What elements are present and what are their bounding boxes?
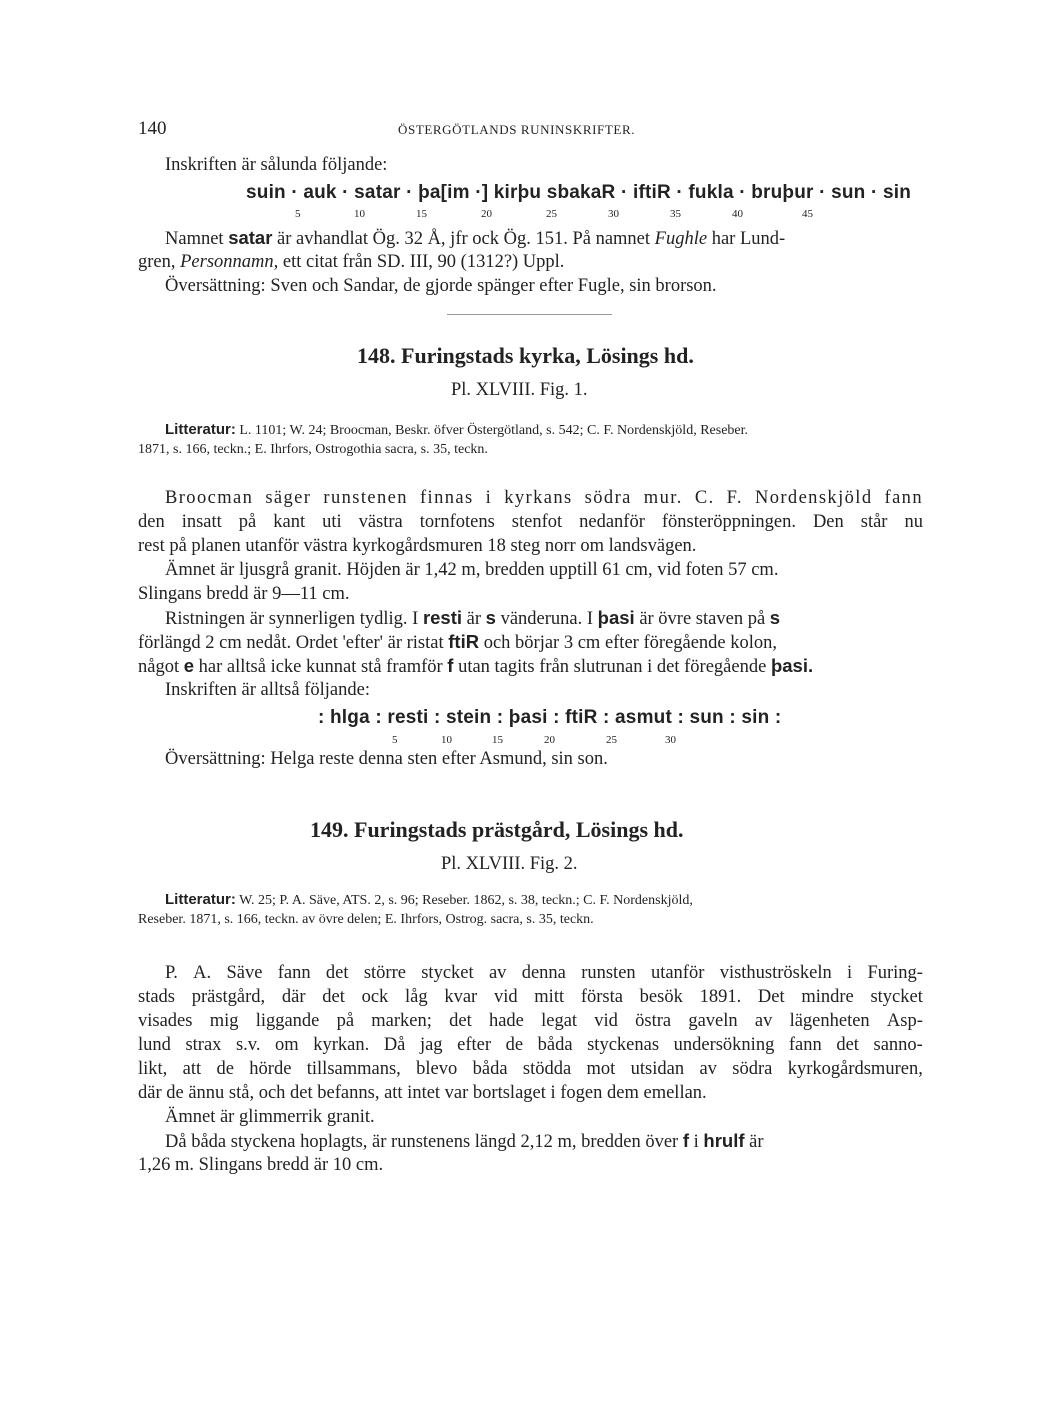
paragraph-line: något e har alltså icke kunnat stå framför f utan tagits från slutrunan i det föregående þasi.	[138, 655, 814, 677]
paragraph-line: P. A. Säve fann det större stycket av denna runsten utanför visthuströskeln i Furing-	[165, 963, 923, 983]
rune-number: 30	[665, 734, 676, 746]
rune-number: 45	[802, 208, 813, 220]
intro-line: Inskriften är sålunda följande:	[165, 155, 388, 175]
paragraph-line: Ämnet är ljusgrå granit. Höjden är 1,42 m, bredden upptill 61 cm, vid foten 57 cm.	[165, 560, 779, 580]
paragraph-line: Broocman säger runstenen finnas i kyrkans södra mur. C. F. Nordenskjöld fann	[165, 488, 923, 508]
rune-number: 15	[416, 208, 427, 220]
divider	[447, 314, 612, 315]
section-heading-149: 149. Furingstads prästgård, Lösings hd.	[310, 817, 684, 842]
rune-number: 5	[392, 734, 398, 746]
literature-149: Litteratur: W. 25; P. A. Säve, ATS. 2, s. 96; Reseber. 1862, s. 38, teckn.; C. F. Nordenskjöld,	[165, 891, 693, 908]
text-line: gren, Personnamn, ett citat från SD. III, 90 (1312?) Uppl.	[138, 252, 565, 272]
paragraph-line: likt, att de hörde tillsammans, blevo båda stödda mot utsidan av södra kyrkogårdsmuren,	[138, 1059, 923, 1079]
rune-word: satar	[228, 227, 273, 248]
paragraph-line: Ämnet är glimmerrik granit.	[165, 1107, 375, 1127]
paragraph-line: 1,26 m. Slingans bredd är 10 cm.	[138, 1155, 384, 1175]
paragraph-line: den insatt på kant uti västra tornfotens stenfot nedanför fönsteröppningen. Den står nu	[138, 512, 923, 532]
rune-number: 35	[670, 208, 681, 220]
rune-number: 40	[732, 208, 743, 220]
translation-top: Översättning: Sven och Sandar, de gjorde spänger efter Fugle, sin brorson.	[165, 276, 717, 296]
text-line: Namnet satar är avhandlat Ög. 32 Å, jfr ock Ög. 151. På namnet Fughle har Lund-	[165, 227, 786, 249]
plate-reference-148: Pl. XLVIII. Fig. 1.	[451, 380, 588, 400]
rune-number: 25	[546, 208, 557, 220]
paragraph-line: stads prästgård, där det ock låg kvar vid mitt första besök 1891. Det mindre stycket	[138, 987, 923, 1007]
plate-reference-149: Pl. XLVIII. Fig. 2.	[441, 854, 578, 874]
paragraph-line: där de ännu stå, och det befanns, att intet var bortslaget i fogen dem emellan.	[138, 1083, 707, 1103]
running-title: ÖSTERGÖTLANDS RUNINSKRIFTER.	[398, 122, 636, 137]
runic-transcription-top: suin · auk · satar · þa[im ·] kirþu sbakaR · iftiR · fukla · bruþur · sun · sin	[246, 182, 912, 203]
paragraph-line: Inskriften är alltså följande:	[165, 680, 370, 700]
page-number: 140	[138, 118, 167, 139]
paragraph-line: förlängd 2 cm nedåt. Ordet 'efter' är ristat ftiR och börjar 3 cm efter föregående kolon,	[138, 631, 778, 653]
runic-numbers-148	[0, 734, 1063, 748]
rune-number: 15	[492, 734, 503, 746]
rune-number: 20	[544, 734, 555, 746]
paragraph-line: Slingans bredd är 9—11 cm.	[138, 584, 350, 604]
rune-number: 25	[606, 734, 617, 746]
paragraph-line: lund strax s.v. om kyrkan. Då jag efter de båda styckenas undersökning fann det sanno-	[138, 1035, 923, 1055]
rune-number: 10	[441, 734, 452, 746]
paragraph-line: Då båda styckena hoplagts, är runstenens längd 2,12 m, bredden över f i hrulf är	[165, 1130, 764, 1152]
rune-number: 30	[608, 208, 619, 220]
translation-148: Översättning: Helga reste denna sten efter Asmund, sin son.	[165, 749, 608, 769]
paragraph-line: rest på planen utanför västra kyrkogårdsmuren 18 steg norr om landsvägen.	[138, 536, 697, 556]
rune-number: 5	[295, 208, 301, 220]
literature-148-cont: 1871, s. 166, teckn.; E. Ihrfors, Ostrogothia sacra, s. 35, teckn.	[138, 442, 488, 457]
rune-number: 20	[481, 208, 492, 220]
runic-numbers-top	[0, 208, 1063, 222]
rune-number: 10	[354, 208, 365, 220]
literature-149-cont: Reseber. 1871, s. 166, teckn. av övre delen; E. Ihrfors, Ostrog. sacra, s. 35, teckn.	[138, 912, 594, 927]
section-heading-148: 148. Furingstads kyrka, Lösings hd.	[357, 343, 694, 368]
runic-transcription-148: : hlga : resti : stein : þasi : ftiR : asmut : sun : sin :	[318, 707, 782, 728]
paragraph-line: visades mig liggande på marken; det hade legat vid östra gaveln av lägenheten Asp-	[138, 1011, 923, 1031]
literature-148: Litteratur: L. 1101; W. 24; Broocman, Beskr. öfver Östergötland, s. 542; C. F. Nordenskjöld, Reseber.	[165, 421, 749, 438]
paragraph-line: Ristningen är synnerligen tydlig. I resti är s vänderuna. I þasi är övre staven på s	[165, 607, 781, 629]
